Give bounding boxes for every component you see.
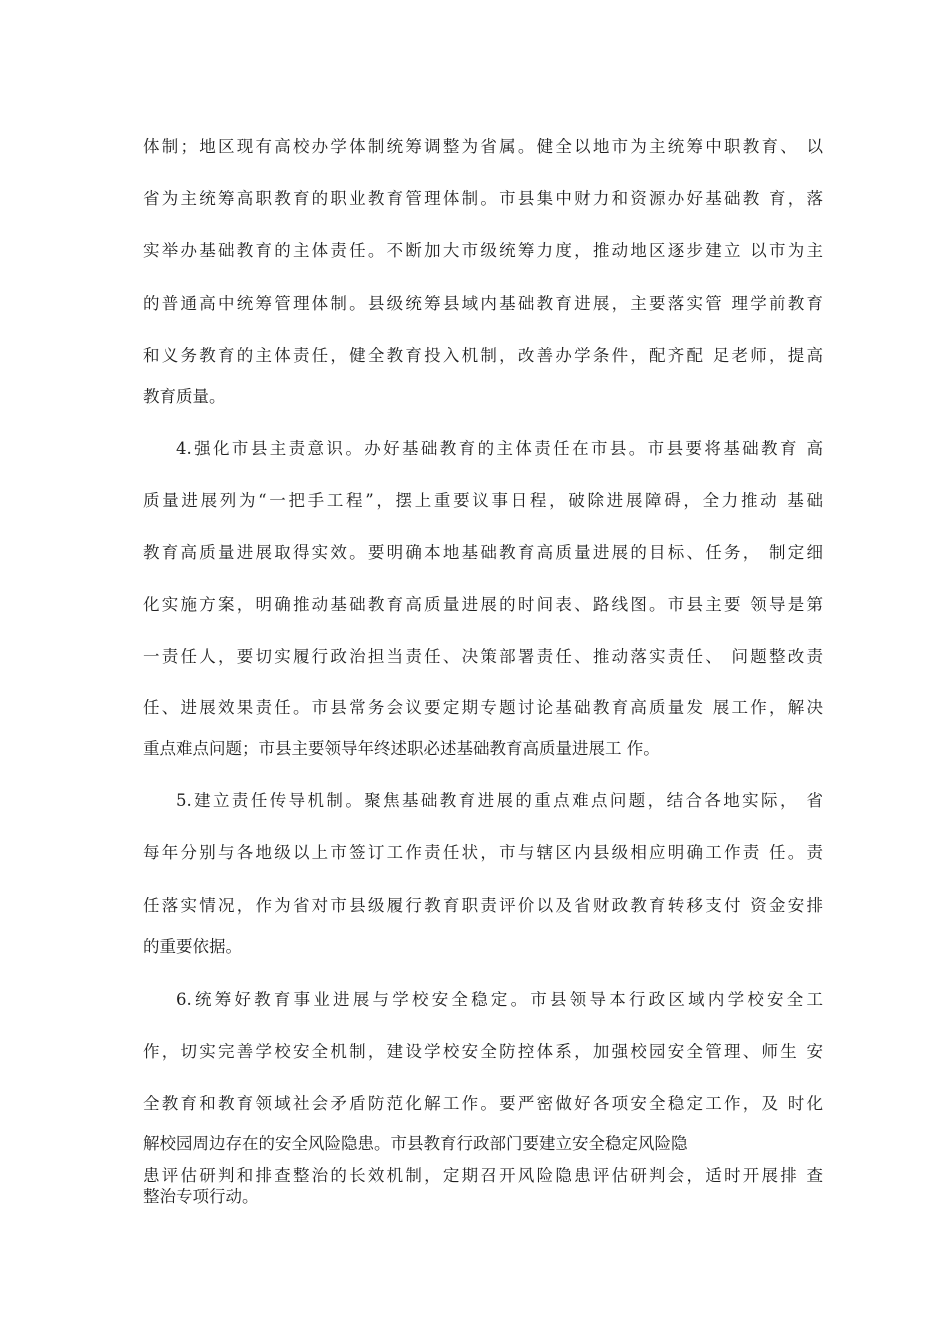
text-line-11: 一责任人，要切实履行政治担当责任、决策部署责任、推动落实责任、 问题整改责 bbox=[143, 647, 823, 666]
text-line-23: 整治专项行动。 bbox=[143, 1187, 259, 1206]
text-line-7: 4.强化市县主责意识。办好基础教育的主体责任在市县。市县要将基础教育 高 bbox=[176, 439, 823, 458]
text-line-5: 和义务教育的主体责任，健全教育投入机制，改善办学条件，配齐配 足老师，提高 bbox=[143, 346, 823, 365]
text-line-9: 教育高质量进展取得实效。要明确本地基础教育高质量进展的目标、任务， 制定细 bbox=[143, 543, 823, 562]
text-line-19: 作，切实完善学校安全机制，建设学校安全防控体系，加强校园安全管理、师生 安 bbox=[143, 1042, 823, 1061]
text-line-14: 5.建立责任传导机制。聚焦基础教育进展的重点难点问题，结合各地实际， 省 bbox=[176, 791, 823, 810]
text-line-10: 化实施方案，明确推动基础教育高质量进展的时间表、路线图。市县主要 领导是第 bbox=[143, 595, 823, 614]
text-line-20: 全教育和教育领域社会矛盾防范化解工作。要严密做好各项安全稳定工作，及 时化 bbox=[143, 1094, 823, 1113]
text-line-3: 实举办基础教育的主体责任。不断加大市级统筹力度，推动地区逐步建立 以市为主 bbox=[143, 241, 823, 260]
text-line-13: 重点难点问题；市县主要领导年终述职必述基础教育高质量进展工 作。 bbox=[143, 739, 660, 758]
text-line-18: 6.统筹好教育事业进展与学校安全稳定。市县领导本行政区域内学校安全工 bbox=[176, 990, 823, 1009]
text-line-12: 任、进展效果责任。市县常务会议要定期专题讨论基础教育高质量发 展工作，解决 bbox=[143, 698, 823, 717]
text-line-17: 的重要依据。 bbox=[143, 937, 242, 956]
text-line-21: 解校园周边存在的安全风险隐患。市县教育行政部门要建立安全稳定风险隐 bbox=[143, 1134, 688, 1153]
text-line-4: 的普通高中统筹管理体制。县级统筹县域内基础教育进展，主要落实管 理学前教育 bbox=[143, 294, 823, 313]
text-line-15: 每年分别与各地级以上市签订工作责任状，市与辖区内县级相应明确工作责 任。责 bbox=[143, 843, 823, 862]
text-line-1: 体制；地区现有高校办学体制统筹调整为省属。健全以地市为主统筹中职教育、 以 bbox=[143, 137, 823, 156]
text-line-6: 教育质量。 bbox=[143, 387, 226, 406]
text-line-16: 任落实情况，作为省对市县级履行教育职责评价以及省财政教育转移支付 资金安排 bbox=[143, 896, 823, 915]
text-line-8: 质量进展列为“一把手工程”，摆上重要议事日程，破除进展障碍，全力推动 基础 bbox=[143, 491, 823, 510]
text-line-22: 患评估研判和排查整治的长效机制，定期召开风险隐患评估研判会，适时开展排 查 bbox=[143, 1166, 823, 1185]
text-line-2: 省为主统筹高职教育的职业教育管理体制。市县集中财力和资源办好基础教 育，落 bbox=[143, 189, 823, 208]
